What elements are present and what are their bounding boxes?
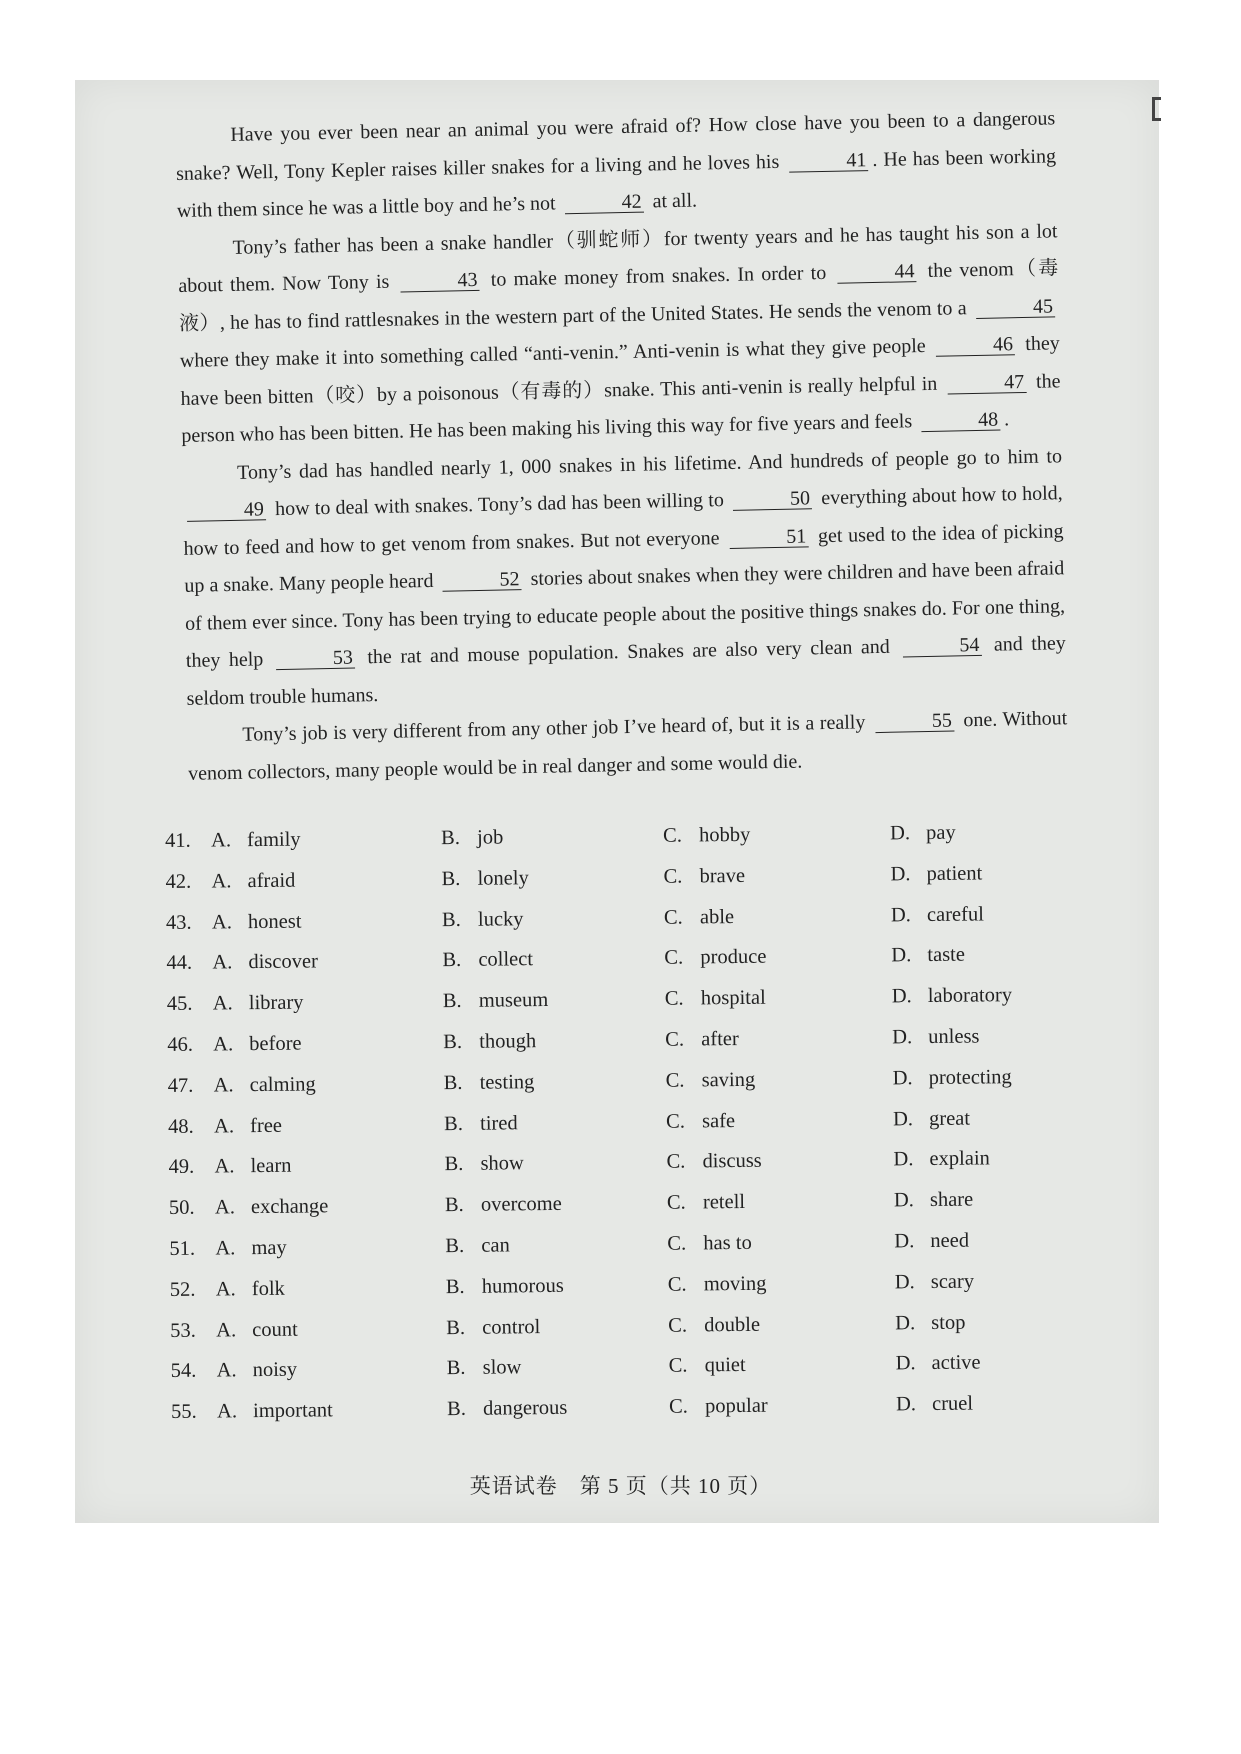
option-a [214,1073,316,1097]
option-b [443,989,549,1013]
option-text: hobby [698,823,751,847]
text-segment: at all. [647,189,698,213]
option-letter: C. [664,987,684,1010]
option-letter: B. [443,1112,464,1135]
option-text: scary [930,1270,975,1293]
blank-46: 46 [936,334,1015,357]
option-letter: B. [442,990,462,1013]
option-text: discuss [702,1150,762,1173]
option-letter: A. [215,1278,236,1301]
text-segment: the person who has been bitten. He has been making his living this way for five years and feels [181,369,1061,447]
question-number: 45. [166,992,193,1016]
option-text: brave [699,864,746,888]
option-c [668,1313,760,1337]
option-letter: C. [668,1314,688,1337]
option-c [669,1354,746,1378]
option-text: moving [703,1272,767,1296]
option-text: before [249,1032,302,1056]
blank-50: 50 [733,488,812,511]
option-b [447,1357,522,1381]
option-b [446,1316,540,1340]
option-a [216,1318,298,1342]
option-letter: A. [212,951,233,974]
option-text: control [482,1315,541,1339]
option-a [215,1237,287,1261]
text-segment: where they make it into something called “anti-venin.” Anti-venin is what they give people [179,334,933,372]
option-letter: C. [665,1069,685,1092]
text-segment: to make money from snakes. In order to [483,261,834,291]
question-number: 53. [170,1319,196,1342]
option-a [211,869,295,893]
option-text: stop [931,1311,966,1334]
option-text: produce [700,946,767,969]
blank-48: 48 [921,410,1000,433]
option-d [891,944,965,968]
option-a [213,1033,302,1057]
option-letter: B. [446,1398,467,1421]
option-letter: A. [213,1033,234,1056]
option-text: quiet [704,1354,746,1377]
option-text: taste [927,944,966,967]
option-d [892,1025,979,1049]
option-letter: A. [216,1359,237,1382]
text-segment: get used to the idea of picking up a snake. Many people heard [184,519,1064,597]
option-text: dangerous [482,1396,568,1420]
option-letter: D. [895,1311,916,1334]
question-number: 52. [169,1278,196,1301]
option-text: retell [702,1191,746,1214]
option-letter: D. [890,862,911,886]
option-d [896,1352,981,1376]
option-text: can [481,1234,510,1257]
option-c [665,987,766,1011]
text-segment: . [1003,408,1010,431]
option-b [441,867,528,891]
text-segment: one. Without venom collectors, many people would be in real danger and some would die. [187,707,1068,785]
option-c [664,946,766,970]
option-letter: A. [216,1318,237,1342]
option-text: has to [703,1231,752,1255]
blank-45: 45 [976,296,1055,319]
text-segment: . He has been working with them since he was a little boy and he’s not [176,144,1057,222]
question-number: 48. [167,1115,194,1138]
option-b [446,1275,564,1299]
option-b [444,1153,524,1177]
option-letter: D. [889,822,911,845]
option-d [890,822,956,846]
option-text: unless [928,1025,980,1049]
page-footer: 英语试卷 第 5 页（共 10 页） [469,1474,772,1498]
option-c [668,1272,767,1296]
question-number: 54. [170,1360,197,1383]
option-letter: C. [663,906,683,929]
option-letter: B. [443,1071,463,1094]
option-b [444,1112,518,1136]
option-a [213,992,304,1016]
option-text: lucky [477,907,524,931]
option-letter: A. [211,910,233,934]
option-letter: D. [893,1189,914,1212]
blank-51: 51 [729,526,808,549]
option-letter: D. [894,1270,915,1294]
option-text: protecting [928,1065,1012,1089]
cloze-passage [175,100,1068,793]
option-letter: B. [443,1030,463,1054]
blank-44: 44 [837,261,916,284]
paragraph-2 [177,213,1061,456]
option-letter: A. [213,1114,235,1138]
option-c [666,1150,761,1174]
question-number: 47. [167,1074,194,1097]
option-text: patient [926,862,983,885]
option-c [664,906,734,930]
option-letter: D. [893,1148,914,1171]
option-d [892,984,1012,1008]
paragraph-1 [175,100,1057,230]
option-text: exchange [250,1195,329,1219]
option-b [442,949,533,973]
option-a [212,910,302,934]
option-text: double [704,1313,761,1336]
option-text: able [699,905,735,928]
option-b [441,826,503,850]
option-text: slow [482,1356,522,1380]
option-text: show [480,1152,524,1176]
option-b [445,1234,510,1258]
blank-42: 42 [564,192,643,215]
text-segment: stories about snakes when they were children and have been afraid of them ever since. Tony has been trying to educate people about the positive things snakes do. For one thing, they help [184,557,1066,672]
option-letter: D. [892,1066,913,1090]
option-text: testing [479,1070,535,1094]
question-number: 43. [165,911,192,934]
question-number: 46. [167,1033,193,1056]
text-segment: everything about how to hold, how to feed and how to get venom from snakes. But not everyone [183,482,1063,560]
text-segment: Tony’s job is very different from any other job I’ve heard of, but it is a really [242,711,872,746]
text-segment: and they seldom trouble humans. [186,632,1066,710]
option-b [445,1193,562,1217]
option-letter: A. [213,1074,234,1097]
question-number: 41. [165,829,191,852]
option-d [893,1107,970,1131]
option-a [214,1114,282,1138]
option-letter: D. [892,1107,914,1130]
question-number: 44. [166,952,193,975]
text-segment: how to deal with snakes. Tony’s dad has been willing to [269,488,730,521]
question-number: 51. [169,1237,196,1260]
option-letter: C. [666,1191,686,1214]
text-segment: Have you ever been near an animal you were afraid of? How close have you been to a dangerous snake? Well, Tony Kepler raises killer snakes for a living and he loves his [175,107,1056,185]
blank-49: 49 [187,499,266,522]
option-text: museum [478,989,549,1012]
question-number: 55. [170,1400,197,1424]
option-c [669,1395,768,1419]
option-text: careful [926,903,984,926]
answer-options [165,821,1071,1442]
option-text: laboratory [927,984,1013,1008]
option-a [217,1359,298,1383]
option-d [894,1230,969,1254]
option-a [212,951,318,975]
option-letter: A. [211,870,232,893]
question-number: 49. [168,1156,195,1179]
option-c [666,1110,735,1134]
option-letter: D. [895,1393,917,1416]
blank-52: 52 [442,569,521,592]
option-letter: C. [663,865,683,888]
text-segment: Tony’s father has been a snake handler（驯蛇师）for twenty years and he has taught his son a lot about them. Now Tony is [178,219,1058,297]
option-letter: B. [442,949,462,972]
option-letter: A. [215,1237,236,1260]
option-a [214,1155,291,1179]
option-text: honest [247,910,302,933]
option-text: hospital [700,986,766,1010]
option-letter: D. [894,1230,915,1253]
option-letter: B. [445,1234,465,1258]
option-text: learn [250,1155,292,1178]
option-letter: D. [890,903,911,926]
option-letter: C. [665,1028,685,1051]
option-text: free [249,1114,283,1137]
option-letter: C. [665,1110,686,1133]
option-text: saving [701,1068,756,1092]
option-text: important [252,1399,333,1423]
option-letter: B. [445,1275,465,1298]
option-text: active [931,1351,981,1375]
option-text: popular [704,1394,768,1418]
option-letter: C. [667,1273,687,1296]
option-text: humorous [481,1274,564,1298]
option-text: afraid [247,869,296,892]
text-segment: the rat and mouse population. Snakes are also very clean and [358,635,899,669]
question-number: 42. [165,870,192,893]
option-b [447,1397,567,1421]
option-a [211,829,301,853]
option-letter: D. [892,1026,913,1049]
option-d [894,1189,974,1213]
option-text: calming [249,1073,316,1096]
option-d [893,1066,1012,1090]
option-d [893,1148,990,1172]
option-b [443,1030,536,1054]
option-text: safe [701,1109,736,1132]
blank-43: 43 [400,270,479,293]
option-c [667,1232,752,1256]
option-text: need [930,1229,970,1252]
option-text: tired [479,1111,518,1135]
option-a [217,1399,333,1423]
option-letter: C. [664,946,684,970]
option-text: share [929,1188,974,1212]
option-a [215,1195,329,1219]
blank-47: 47 [947,371,1026,394]
option-letter: B. [440,826,461,850]
option-letter: B. [446,1316,466,1339]
option-letter: B. [444,1194,464,1217]
option-text: family [246,828,301,852]
option-text: noisy [252,1359,298,1382]
option-text: may [251,1236,287,1260]
option-b [442,908,524,932]
option-c [666,1069,756,1093]
option-text: explain [929,1147,990,1171]
option-letter: A. [212,992,233,1015]
option-text: job [476,826,504,849]
option-letter: C. [667,1232,687,1255]
option-letter: B. [446,1357,466,1380]
text-segment: the venom（毒液）, he has to find rattlesnakes in the western part of the United States. He sends the venom to a [178,257,1059,335]
option-letter: D. [891,944,912,967]
option-c [663,865,745,889]
option-letter: D. [891,985,912,1008]
option-letter: A. [214,1196,236,1219]
option-letter: C. [668,1395,688,1418]
option-d [895,1311,965,1335]
option-text: count [252,1318,298,1341]
option-letter: B. [444,1153,464,1176]
option-text: lonely [477,866,529,890]
option-d [895,1270,975,1294]
text-segment: they have been bitten（咬）by a poisonous（有毒的）snake. This anti-venin is really helpful in [180,332,1060,410]
option-c [665,1028,739,1052]
option-text: overcome [480,1193,562,1216]
option-text: pay [925,821,956,845]
option-a [216,1278,285,1302]
option-d [891,903,984,927]
option-letter: C. [666,1150,686,1174]
blank-53: 53 [276,648,355,671]
option-text: folk [251,1277,285,1300]
option-c [663,824,750,848]
option-text: after [701,1027,739,1051]
option-letter: C. [662,824,683,847]
text-segment: Tony’s dad has handled nearly 1, 000 snakes in his lifetime. And hundreds of people go to him to [236,444,1063,484]
option-text: great [928,1107,971,1130]
option-letter: B. [441,867,461,890]
option-letter: A. [216,1400,238,1423]
option-d [890,862,982,886]
question-number: 50. [168,1196,195,1220]
blank-54: 54 [902,635,981,658]
option-letter: C. [668,1354,688,1378]
option-text: collect [478,948,534,972]
option-c [667,1191,745,1215]
option-letter: A. [214,1155,235,1178]
blank-41: 41 [789,150,868,173]
option-d [896,1393,973,1417]
page-edge-mark [1152,97,1161,121]
paragraph-3 [182,438,1067,718]
option-text: discover [248,950,318,974]
option-letter: D. [895,1352,916,1375]
option-text: library [248,991,304,1015]
blank-55: 55 [875,710,954,733]
option-text: though [479,1030,537,1053]
option-text: cruel [931,1392,974,1416]
option-b [444,1071,535,1095]
option-letter: B. [441,908,461,931]
option-letter: A. [210,829,232,852]
